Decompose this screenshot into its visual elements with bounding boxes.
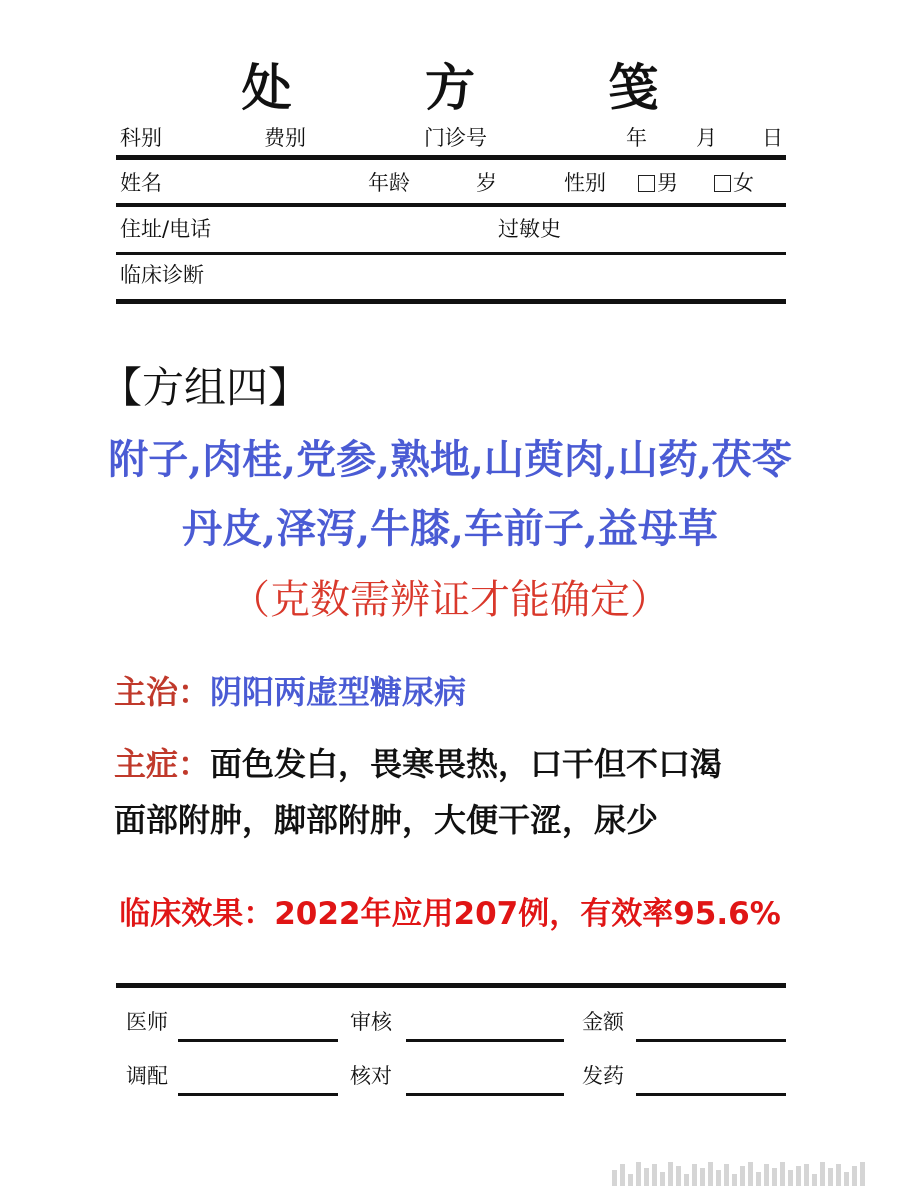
month-label: 月: [696, 126, 717, 150]
prescription-group-label: 【方组四】: [100, 363, 311, 412]
header-row-2: [118, 163, 786, 203]
dispense-label: 调配: [126, 1064, 168, 1088]
symptoms-text-2: 面部附肿，脚部附肿，大便干涩，尿少: [114, 801, 659, 839]
symptoms-text-1: 面色发白，畏寒畏热，口干但不口渴: [210, 745, 723, 783]
prescription-title: 处 方 笺: [241, 58, 717, 117]
signature-row-1: [126, 1004, 786, 1044]
female-option[interactable]: [714, 167, 754, 197]
herbs-line-2: 丹皮,泽泻,牛膝,车前子,益母草: [182, 505, 718, 552]
year-label: 年: [626, 126, 647, 150]
clinical-diagnosis-label: 临床诊断: [120, 263, 204, 287]
signature-top-divider: [116, 983, 786, 988]
indication-line: [114, 667, 466, 713]
sex-label: 性别: [564, 171, 606, 195]
address-phone-label: 住址/电话: [120, 217, 212, 241]
symptoms-line-2: [114, 795, 658, 841]
day-label: 日: [762, 126, 783, 150]
male-option[interactable]: [638, 167, 678, 197]
age-unit-label: 岁: [476, 171, 497, 195]
amount-line[interactable]: [636, 1039, 786, 1042]
dispense-signature-line[interactable]: [178, 1093, 338, 1096]
header-row-4: [118, 255, 786, 295]
dosage-note: （克数需辨证才能确定）: [230, 577, 670, 623]
watermark-mark: [612, 1160, 882, 1186]
female-checkbox[interactable]: [714, 175, 731, 192]
issue-label: 发药: [582, 1064, 624, 1088]
male-checkbox[interactable]: [638, 175, 655, 192]
header-row-1: [118, 118, 786, 158]
header-divider-2: [116, 203, 786, 207]
review-label: 审核: [350, 1010, 392, 1034]
amount-label: 金额: [582, 1010, 624, 1034]
male-option-label: 男: [657, 171, 678, 195]
header-row-3: [118, 209, 786, 249]
clinic-no-label: 门诊号: [424, 126, 487, 150]
header-divider-1: [116, 155, 786, 160]
header-divider-4: [116, 299, 786, 304]
review-signature-line[interactable]: [406, 1039, 564, 1042]
doctor-label: 医师: [126, 1010, 168, 1034]
check-signature-line[interactable]: [406, 1093, 564, 1096]
fee-type-label: 费别: [264, 126, 306, 150]
department-label: 科别: [120, 126, 162, 150]
indication-value: 阴阳两虚型糖尿病: [210, 673, 467, 711]
symptoms-label: 主症：: [114, 745, 211, 783]
issue-signature-line[interactable]: [636, 1093, 786, 1096]
herbs-line-1: 附子,肉桂,党参,熟地,山萸肉,山药,茯苓: [108, 436, 792, 483]
female-option-label: 女: [733, 171, 754, 195]
clinical-effect: 临床效果：2022年应用207例，有效率95.6%: [119, 896, 781, 932]
indication-label: 主治：: [114, 673, 211, 711]
symptoms-line-1: [114, 739, 722, 785]
name-label: 姓名: [120, 171, 162, 195]
age-label: 年龄: [368, 171, 410, 195]
doctor-signature-line[interactable]: [178, 1039, 338, 1042]
check-label: 核对: [350, 1064, 392, 1088]
signature-row-2: [126, 1058, 786, 1098]
allergy-history-label: 过敏史: [498, 217, 561, 241]
